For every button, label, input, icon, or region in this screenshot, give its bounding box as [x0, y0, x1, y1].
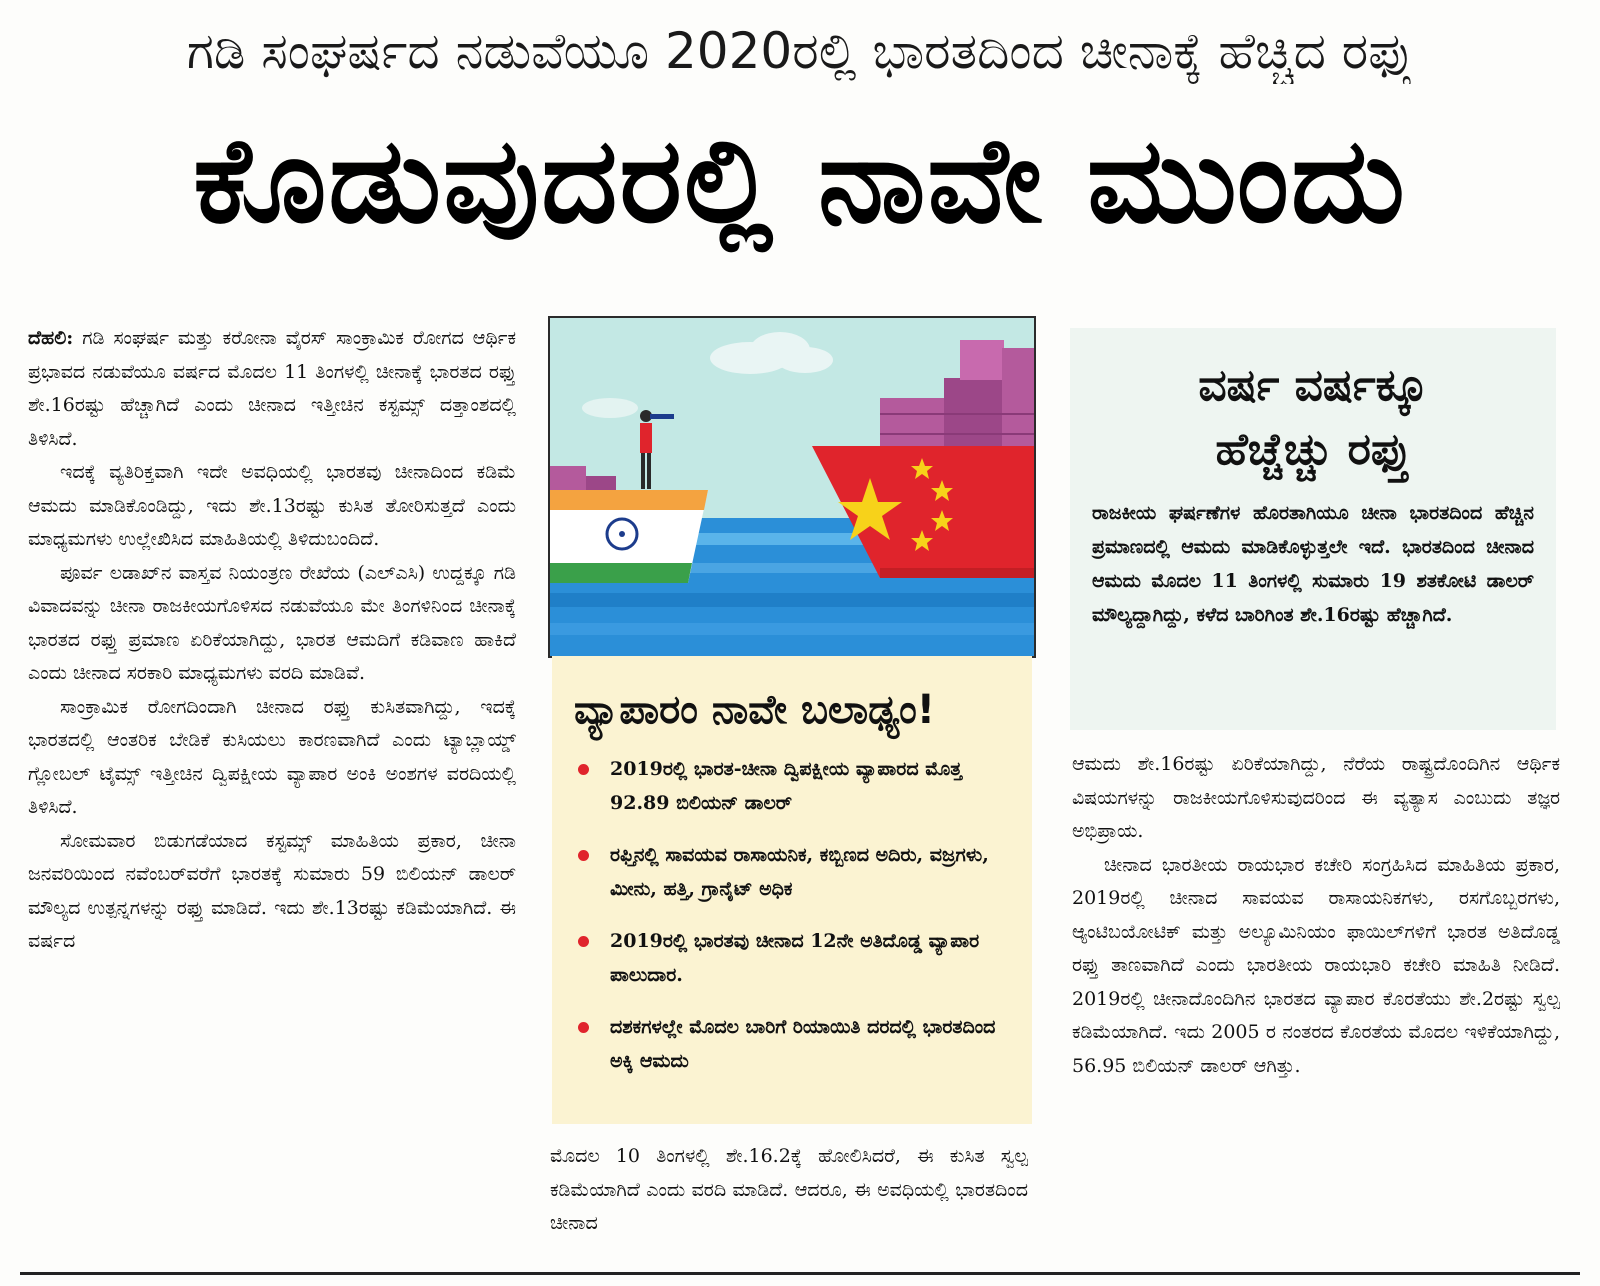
sidebar-box	[1070, 328, 1556, 730]
paragraph-1	[28, 322, 516, 456]
trade-factbox-title: ವ್ಯಾಪಾರಂ ನಾವೇ ಬಲಾಢ್ಯಂ!	[574, 687, 936, 733]
sidebar-box-text: ರಾಜಕೀಯ ಘರ್ಷಣೆಗಳ ಹೊರತಾಗಿಯೂ ಚೀನಾ ಭಾರತದಿಂದ ಹೆಚ್ಚಿನ ಪ್ರಮಾಣದಲ್ಲಿ ಆಮದು ಮಾಡಿಕೊಳ್ಳುತ್ತಲೇ ಇದೆ. ಭಾರತದಿಂದ ಚೀನಾದ ಆಮದು ಮೊದಲ 11 ತಿಂಗಳಲ್ಲಿ ಸುಮಾರು 19 ಶತಕೋಟಿ ಡಾಲರ್ ಮೌಲ್ಯದ್ದಾಗಿದ್ದು, ಕಳೆದ ಬಾರಿಗಿಂತ ಶೇ.16ರಷ್ಟು ಹೆಚ್ಚಾಗಿದೆ.	[1092, 502, 1534, 626]
paragraph-7: ಆಮದು ಶೇ.16ರಷ್ಟು ಏರಿಕೆಯಾಗಿದ್ದು, ನೆರೆಯ ರಾಷ್ಟ್ರದೊಂದಿಗಿನ ಆರ್ಥಿಕ ವಿಷಯಗಳನ್ನು ರಾಜಕೀಯಗೊಳಿಸುವುದರಿಂದ ಈ ವ್ಯತ್ಯಾಸ ಎಂಬುದು ತಜ್ಞರ ಅಭಿಪ್ರಾಯ.	[1072, 753, 1560, 842]
paragraph-4: ಸಾಂಕ್ರಾಮಿಕ ರೋಗದಿಂದಾಗಿ ಚೀನಾದ ರಫ್ತು ಕುಸಿತವಾಗಿದ್ದು, ಇದಕ್ಕೆ ಭಾರತದಲ್ಲಿ ಆಂತರಿಕ ಬೇಡಿಕೆ ಕುಸಿಯಲು ಕಾರಣವಾಗಿದೆ ಎಂದು ಟ್ಯಾಬ್ಲಾಯ್ಡ್ ಗ್ಲೋಬಲ್ ಟೈಮ್ಸ್ ಇತ್ತೀಚಿನ ದ್ವಿಪಕ್ಷೀಯ ವ್ಯಾಪಾರ ಅಂಕಿ ಅಂಶಗಳ ವರದಿಯಲ್ಲಿ ತಿಳಿಸಿದೆ.	[28, 695, 516, 818]
paragraph-3: ಪೂರ್ವ ಲಡಾಖ್‌ನ ವಾಸ್ತವ ನಿಯಂತ್ರಣ ರೇಖೆಯ (ಎಲ್‌ಎಸಿ) ಉದ್ದಕ್ಕೂ ಗಡಿ ವಿವಾದವನ್ನು ಚೀನಾ ರಾಜಕೀಯಗೊಳಿಸದ ನಡುವೆಯೂ ಮೇ ತಿಂಗಳಿನಿಂದ ಚೀನಾಕ್ಕೆ ಭಾರತದ ರಫ್ತು ಪ್ರಮಾಣ ಏರಿಕೆಯಾಗಿದ್ದು, ಭಾರತ ಆಮದಿಗೆ ಕಡಿವಾಣ ಹಾಕಿದೆ ಎಂದು ಚೀನಾದ ಸರಕಾರಿ ಮಾಧ್ಯಮಗಳು ವರದಿ ಮಾಡಿವೆ.	[28, 561, 516, 684]
trade-fact-item	[574, 838, 1014, 906]
india-ship-icon	[550, 490, 708, 583]
trade-fact-text: ರಫ್ತಿನಲ್ಲಿ ಸಾವಯವ ರಾಸಾಯನಿಕ, ಕಬ್ಬಿಣದ ಅದಿರು, ವಜ್ರಗಳು, ಮೀನು, ಹತ್ತಿ, ಗ್ರಾನೈಟ್ ಅಧಿಕ	[610, 844, 989, 900]
bullet-dot-icon	[578, 936, 589, 947]
bullet-dot-icon	[578, 764, 589, 775]
trade-factbox	[552, 656, 1032, 1124]
article-column-2	[550, 1140, 1028, 1260]
sidebar-box-title	[1070, 354, 1556, 482]
trade-fact-text: 2019ರಲ್ಲಿ ಭಾರತ-ಚೀನಾ ದ್ವಿಪಕ್ಷೀಯ ವ್ಯಾಪಾರದ ಮೊತ್ತ 92.89 ಬಿಲಿಯನ್ ಡಾಲರ್	[610, 758, 962, 814]
paragraph-5: ಸೋಮವಾರ ಬಿಡುಗಡೆಯಾದ ಕಸ್ಟಮ್ಸ್ ಮಾಹಿತಿಯ ಪ್ರಕಾರ, ಚೀನಾ ಜನವರಿಯಿಂದ ನವೆಂಬರ್‌ವರೆಗೆ ಭಾರತಕ್ಕೆ ಸುಮಾರು 59 ಬಿಲಿಯನ್ ಡಾಲರ್ ಮೌಲ್ಯದ ಉತ್ಪನ್ನಗಳನ್ನು ರಫ್ತು ಮಾಡಿದೆ. ಇದು ಶೇ.13ರಷ್ಟು ಕಡಿಮೆಯಾಗಿದೆ. ಈ ವರ್ಷದ	[28, 829, 516, 952]
kicker: ಗಡಿ ಸಂಘರ್ಷದ ನಡುವೆಯೂ 2020ರಲ್ಲಿ ಭಾರತದಿಂದ ಚೀನಾಕ್ಕೆ ಹೆಚ್ಚಿದ ರಫ್ತು	[186, 22, 1414, 80]
sidebar-box-title-line-2: ಹೆಚ್ಚೆಚ್ಚು ರಫ್ತು	[1215, 424, 1411, 475]
article-column-3	[1072, 748, 1560, 1258]
headline: ಕೊಡುವುದರಲ್ಲಿ ನಾವೇ ಮುಂದು	[193, 111, 1407, 249]
paragraph-8: ಚೀನಾದ ಭಾರತೀಯ ರಾಯಭಾರ ಕಚೇರಿ ಸಂಗ್ರಹಿಸಿದ ಮಾಹಿತಿಯ ಪ್ರಕಾರ, 2019ರಲ್ಲಿ ಚೀನಾದ ಸಾವಯವ ರಾಸಾಯನಿಕಗಳು, ರಸಗೊಬ್ಬರಗಳು, ಆ್ಯಂಟಿಬಯೋಟಿಕ್ ಮತ್ತು ಅಲ್ಯೂಮಿನಿಯಂ ಫಾಯಿಲ್‌ಗಳಿಗೆ ಭಾರತ ಅತಿದೊಡ್ಡ ರಫ್ತು ತಾಣವಾಗಿದೆ ಎಂದು ಭಾರತೀಯ ರಾಯಭಾರಿ ಕಚೇರಿ ಮಾಹಿತಿ ನೀಡಿದೆ. 2019ರಲ್ಲಿ ಚೀನಾದೊಂದಿಗಿನ ಭಾರತದ ವ್ಯಾಪಾರ ಕೊರತೆಯು ಶೇ.2ರಷ್ಟು ಸ್ವಲ್ಪ ಕಡಿಮೆಯಾಗಿದೆ. ಇದು 2005 ರ ನಂತರದ ಕೊರತೆಯ ಮೊದಲ ಇಳಿಕೆಯಾಗಿದ್ದು, 56.95 ಬಿಲಿಯನ್ ಡಾಲರ್ ಆಗಿತ್ತು.	[1072, 853, 1560, 1077]
bottom-rule	[20, 1272, 1580, 1275]
trade-fact-text: 2019ರಲ್ಲಿ ಭಾರತವು ಚೀನಾದ 12ನೇ ಅತಿದೊಡ್ಡ ವ್ಯಾಪಾರ ಪಾಲುದಾರ.	[610, 930, 980, 986]
trade-fact-item	[574, 924, 1014, 992]
trade-illustration	[548, 316, 1036, 658]
dateline: ದೆಹಲಿ:	[28, 327, 74, 349]
bullet-dot-icon	[578, 850, 589, 861]
paragraph-2: ಇದಕ್ಕೆ ವ್ಯತಿರಿಕ್ತವಾಗಿ ಇದೇ ಅವಧಿಯಲ್ಲಿ ಭಾರತವು ಚೀನಾದಿಂದ ಕಡಿಮೆ ಆಮದು ಮಾಡಿಕೊಂಡಿದ್ದು, ಇದು ಶೇ.13ರಷ್ಟು ಕುಸಿತ ತೋರಿಸುತ್ತದೆ ಎಂದು ಮಾಧ್ಯಮಗಳು ಉಲ್ಲೇಖಿಸಿದ ಮಾಹಿತಿಯಲ್ಲಿ ತಿಳಿದುಬಂದಿದೆ.	[28, 461, 516, 550]
paragraph-1-text: ಗಡಿ ಸಂಘರ್ಷ ಮತ್ತು ಕರೋನಾ ವೈರಸ್ ಸಾಂಕ್ರಾಮಿಕ ರೋಗದ ಆರ್ಥಿಕ ಪ್ರಭಾವದ ನಡುವೆಯೂ ವರ್ಷದ ಮೊದಲ 11 ತಿಂಗಳಲ್ಲಿ ಚೀನಾಕ್ಕೆ ಭಾರತದ ರಫ್ತು ಶೇ.16ರಷ್ಟು ಹೆಚ್ಚಾಗಿದೆ ಎಂದು ಚೀನಾದ ಇತ್ತೀಚಿನ ಕಸ್ಟಮ್ಸ್ ದತ್ತಾಂಶದಲ್ಲಿ ತಿಳಿಸಿದೆ.	[28, 327, 516, 450]
paragraph-6: ಮೊದಲ 10 ತಿಂಗಳಲ್ಲಿ ಶೇ.16.2ಕ್ಕೆ ಹೋಲಿಸಿದರೆ, ಈ ಕುಸಿತ ಸ್ವಲ್ಪ ಕಡಿಮೆಯಾಗಿದೆ ಎಂದು ವರದಿ ಮಾಡಿದೆ. ಆದರೂ, ಈ ಅವಧಿಯಲ್ಲಿ ಭಾರತದಿಂದ ಚೀನಾದ	[550, 1145, 1028, 1234]
trade-fact-text: ದಶಕಗಳಲ್ಲೇ ಮೊದಲ ಬಾರಿಗೆ ರಿಯಾಯಿತಿ ದರದಲ್ಲಿ ಭಾರತದಿಂದ ಅಕ್ಕಿ ಆಮದು	[610, 1016, 996, 1072]
trade-fact-item	[574, 1010, 1014, 1078]
trade-fact-item	[574, 752, 1014, 820]
bullet-dot-icon	[578, 1022, 589, 1033]
trade-fact-list	[552, 752, 1032, 1078]
sidebar-box-title-line-1: ವರ್ಷ ವರ್ಷಕ್ಕೂ	[1198, 360, 1428, 411]
article-column-1	[28, 322, 516, 1237]
